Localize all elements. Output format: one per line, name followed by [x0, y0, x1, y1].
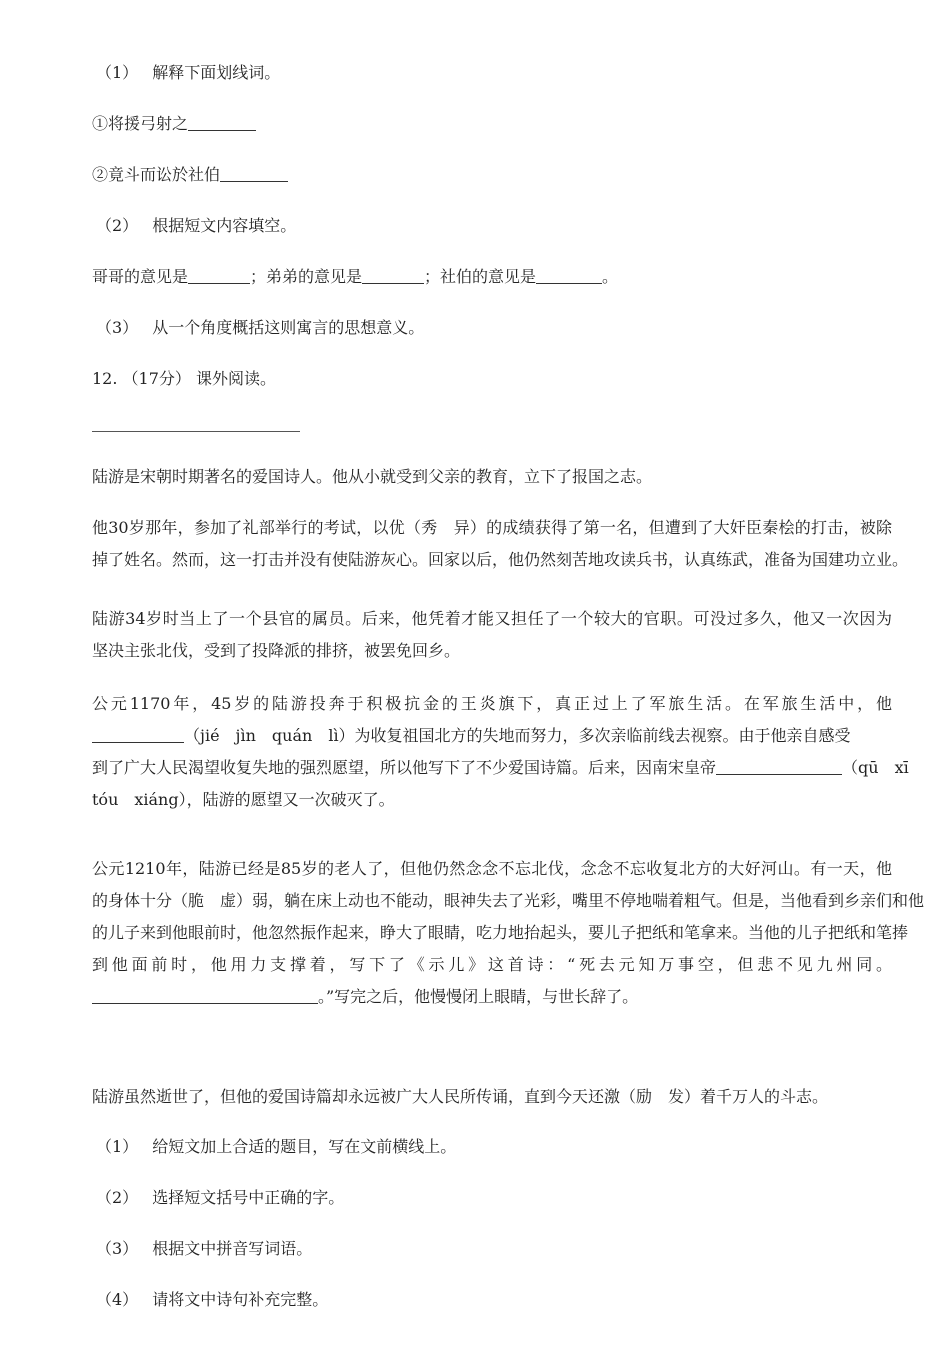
paragraph-line: tóu xiáng），陆游的愿望又一次破灭了。: [92, 790, 395, 809]
question-label: （3）: [96, 1239, 139, 1258]
answer-blank[interactable]: [362, 267, 424, 284]
question-label: （1）: [96, 1137, 139, 1156]
paragraph-3: [92, 603, 892, 667]
question-1: [96, 63, 280, 83]
question-2: [96, 216, 296, 236]
sub-question-4: [96, 1290, 328, 1310]
paragraph-line: 他30岁那年，参加了礼部举行的考试，以优（秀 异）的成绩获得了第一名，但遭到了大奸臣秦桧的打击，被除: [92, 518, 892, 537]
paragraph-2: [92, 512, 909, 576]
item-text: ②竟斗而讼於社伯: [92, 165, 221, 184]
fill-line: [92, 267, 618, 287]
answer-blank[interactable]: [92, 987, 318, 1004]
paragraph-text: 。”写完之后，他慢慢闭上眼睛，与世长辞了。: [318, 987, 639, 1006]
item-text: ①将援弓射之: [92, 114, 189, 133]
question-text: 根据文中拼音写词语。: [152, 1239, 313, 1258]
question-label: （2）: [96, 1188, 139, 1207]
paragraph-line: 到他面前时，他用力支撑着，写下了《示儿》这首诗：“死去元知万事空，但悲不见九州同。: [92, 955, 892, 974]
sub-item-1: [92, 114, 256, 134]
answer-blank[interactable]: [92, 726, 184, 743]
fill-text: ；弟弟的意见是: [250, 267, 363, 286]
paragraph-line: 掉了姓名。然而，这一打击并没有使陆游灰心。回家以后，他仍然刻苦地攻读兵书，认真练武，准备为国建功立业。: [92, 550, 909, 569]
answer-blank[interactable]: [188, 267, 250, 284]
title-blank-line[interactable]: [92, 431, 300, 432]
paragraph-line: [92, 981, 892, 1013]
paragraph-line: 公元1170年，45岁的陆游投奔于积极抗金的王炎旗下，真正过上了军旅生活。在军旅生活中，他: [92, 694, 892, 713]
question-label: （1）: [96, 63, 139, 82]
answer-blank[interactable]: [536, 267, 602, 284]
answer-blank[interactable]: [220, 165, 288, 182]
paragraph-5: [92, 853, 925, 1013]
question-label: （3）: [96, 318, 139, 337]
paragraph-line: [92, 752, 909, 784]
question-text: 从一个角度概括这则寓言的思想意义。: [152, 318, 425, 337]
paragraph-6: 陆游虽然逝世了，但他的爱国诗篇却永远被广大人民所传诵，直到今天还激（励 发）着千万人的斗志。: [92, 1087, 829, 1106]
fill-text: 哥哥的意见是: [92, 267, 189, 286]
question-text: 请将文中诗句补充完整。: [152, 1290, 329, 1309]
question-text: 给短文加上合适的题目，写在文前横线上。: [152, 1137, 457, 1156]
paragraph-4: [92, 688, 909, 816]
paragraph-line: [92, 720, 892, 752]
question-label: （4）: [96, 1290, 139, 1309]
paragraph-1: 陆游是宋朝时期著名的爱国诗人。他从小就受到父亲的教育，立下了报国之志。: [92, 467, 653, 486]
fill-text: 。: [602, 267, 619, 286]
question-text: 选择短文括号中正确的字。: [152, 1188, 345, 1207]
paragraph-text: （jié jìn quán lì）为收复祖国北方的失地而努力，多次亲临前线去视察。由于他亲自感受: [184, 726, 851, 745]
answer-blank[interactable]: [188, 114, 256, 131]
sub-question-3: [96, 1239, 312, 1259]
question-text: 解释下面划线词。: [152, 63, 281, 82]
paragraph-line: 的身体十分（脆 虚）弱，躺在床上动也不能动，眼神失去了光彩，嘴里不停地喘着粗气。但是，当他看到乡亲们和他: [92, 891, 925, 910]
paragraph-line: 坚决主张北伐，受到了投降派的排挤，被罢免回乡。: [92, 641, 461, 660]
answer-blank[interactable]: [716, 758, 842, 775]
paragraph-text: （qū xī: [842, 758, 909, 777]
question-label: （2）: [96, 216, 139, 235]
question-3: [96, 318, 424, 338]
sub-question-2: [96, 1188, 344, 1208]
paragraph-line: 的儿子来到他眼前时，他忽然振作起来，睁大了眼睛，吃力地抬起头，要儿子把纸和笔拿来。当他的儿子把纸和笔捧: [92, 923, 909, 942]
fill-text: ；社伯的意见是: [424, 267, 537, 286]
sub-question-1: [96, 1137, 456, 1157]
paragraph-line: 公元1210年，陆游已经是85岁的老人了，但他仍然念念不忘北伐，念念不忘收复北方的大好河山。有一天，他: [92, 859, 892, 878]
paragraph-line: 陆游34岁时当上了一个县官的属员。后来，他凭着才能又担任了一个较大的官职。可没过多久，他又一次因为: [92, 609, 892, 628]
sub-item-2: [92, 165, 288, 185]
question-text: 根据短文内容填空。: [152, 216, 297, 235]
question-12-header: 12. （17分） 课外阅读。: [92, 369, 276, 388]
paragraph-text: 到了广大人民渴望收复失地的强烈愿望，所以他写下了不少爱国诗篇。后来，因南宋皇帝: [92, 758, 717, 777]
